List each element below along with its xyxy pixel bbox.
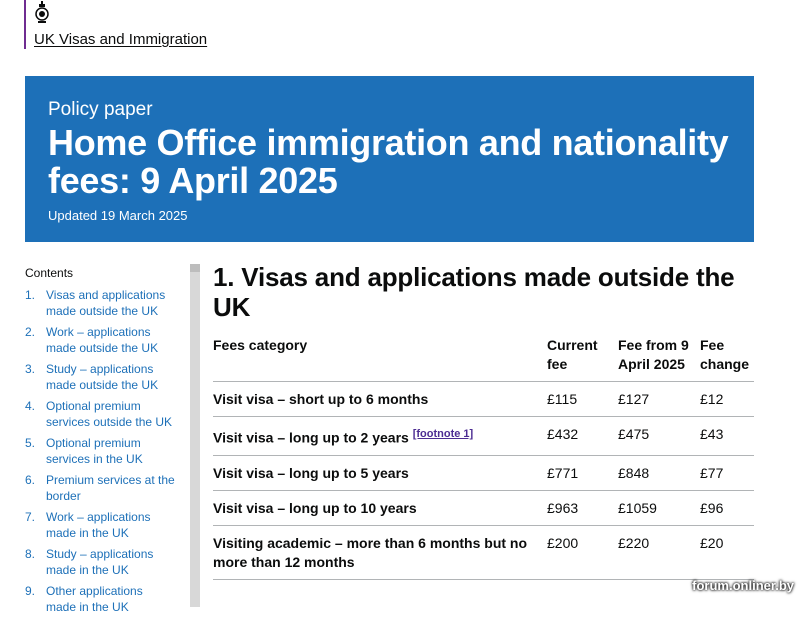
contents-link[interactable]: Optional premium services outside the UK: [46, 399, 173, 429]
fees-table: [213, 336, 754, 580]
contents-item-number: 6.: [25, 473, 36, 487]
contents-item: [25, 436, 185, 467]
contents-item: [25, 325, 185, 356]
contents-item: [25, 399, 185, 430]
fee-category: [213, 455, 547, 490]
contents-item-number: 8.: [25, 547, 36, 561]
section-heading: 1. Visas and applications made outside the UK: [213, 262, 735, 322]
fee-change: £20: [700, 525, 754, 579]
new-fee: £127: [618, 382, 700, 417]
fee-category-label: Visiting academic – more than 6 months but no more than 12 months: [213, 534, 528, 570]
fee-change: £96: [700, 490, 754, 525]
fee-category: [213, 417, 547, 456]
contents-item: [25, 362, 185, 393]
organisation-link[interactable]: UK Visas and Immigration: [34, 31, 208, 48]
contents-item-number: 7.: [25, 510, 36, 524]
contents-item-number: 4.: [25, 399, 36, 413]
fee-category: [213, 490, 547, 525]
fee-change: £12: [700, 382, 754, 417]
royal-crest-icon: [34, 0, 50, 28]
fee-category: [213, 525, 547, 579]
fee-category-label: Visit visa – long up to 5 years: [213, 464, 409, 481]
page-title: Home Office immigration and nationality fees: 9 April 2025: [48, 122, 729, 201]
table-row: [213, 525, 754, 579]
watermark: forum.onliner.by: [692, 578, 794, 593]
contents-item: [25, 510, 185, 541]
fee-category: [213, 382, 547, 417]
new-fee: £848: [618, 455, 700, 490]
contents-scrollbar[interactable]: [190, 264, 200, 607]
column-header-category: Fees category: [213, 336, 547, 382]
contents-item-number: 2.: [25, 325, 36, 339]
fee-category-label: Visit visa – long up to 10 years: [213, 499, 417, 516]
table-header-row: [213, 336, 754, 382]
updated-date: Updated 19 March 2025: [48, 208, 188, 223]
contents-link[interactable]: Work – applications made outside the UK: [46, 325, 159, 355]
current-fee: £432: [547, 417, 618, 456]
current-fee: £963: [547, 490, 618, 525]
contents-list: [25, 288, 185, 615]
new-fee: £1059: [618, 490, 700, 525]
contents-item-number: 5.: [25, 436, 36, 450]
contents-title: Contents: [25, 266, 74, 280]
new-fee: £475: [618, 417, 700, 456]
document-type: Policy paper: [48, 99, 153, 120]
contents-item: [25, 473, 185, 504]
contents-link[interactable]: Study – applications made in the UK: [46, 547, 154, 577]
table-row: [213, 417, 754, 456]
contents-link[interactable]: Other applications made in the UK: [46, 584, 143, 614]
current-fee: £200: [547, 525, 618, 579]
column-header-fee-change: Fee change: [700, 336, 754, 382]
table-row: [213, 382, 754, 417]
contents-item-number: 1.: [25, 288, 36, 302]
current-fee: £115: [547, 382, 618, 417]
main-content: [213, 262, 754, 580]
current-fee: £771: [547, 455, 618, 490]
fee-change: £77: [700, 455, 754, 490]
title-banner: [25, 76, 754, 242]
contents-item: [25, 288, 185, 319]
organisation-header: [24, 0, 208, 49]
column-header-new-fee: Fee from 9 April 2025: [618, 336, 700, 382]
contents-link[interactable]: Optional premium services in the UK: [46, 436, 143, 466]
contents-link[interactable]: Study – applications made outside the UK: [46, 362, 159, 392]
fee-change: £43: [700, 417, 754, 456]
scrollbar-thumb[interactable]: [190, 264, 200, 272]
table-row: [213, 490, 754, 525]
table-row: [213, 455, 754, 490]
new-fee: £220: [618, 525, 700, 579]
fee-category-label: Visit visa – short up to 6 months: [213, 391, 429, 407]
fee-category-label: Visit visa – long up to 2 years: [213, 429, 409, 446]
contents-item: [25, 547, 185, 578]
contents-item-number: 9.: [25, 584, 36, 598]
contents-link[interactable]: Visas and applications made outside the UK: [46, 288, 166, 318]
contents-link[interactable]: Premium services at the border: [46, 473, 175, 503]
contents-nav: [25, 266, 185, 621]
column-header-current-fee: Current fee: [547, 336, 618, 382]
contents-item: [25, 584, 185, 615]
footnote-link[interactable]: [footnote 1]: [412, 428, 474, 440]
contents-item-number: 3.: [25, 362, 36, 376]
contents-link[interactable]: Work – applications made in the UK: [46, 510, 151, 540]
